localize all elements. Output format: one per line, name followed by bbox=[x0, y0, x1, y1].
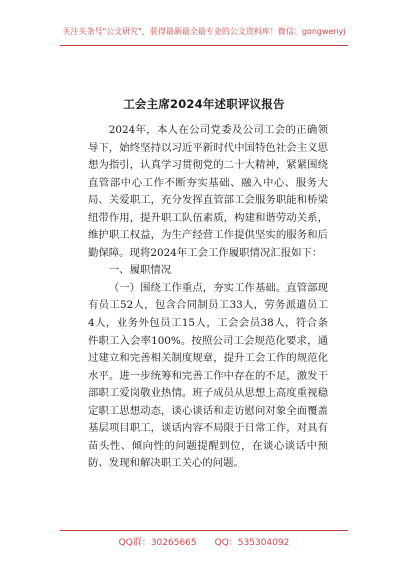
footer-note: QQ群：30265665 QQ：535304092 bbox=[118, 538, 290, 548]
document-body bbox=[88, 122, 328, 473]
body-paragraph: （一）围绕工作重点，夯实工作基础。直管部现有员工52人，包含合同制员工33人，劳务派遣员工4人，业务外包员工15人，工会会员38人，符合条件职工入会率100%。按照公司工会规范化要求，通过建立和完善相关制度规章，提升工会工作的规范化水平。进一步统筹和完善工作中存在的不足，激发干部职工爱岗敬业热情。班子成员从思想上高度重视稳定职工思想动态，谈心谈话和走访慰问对象全面覆盖基层项目职工，谈话内容不局限于日常工作，对具有苗头性、倾向性的问题提醒到位，在谈心谈话中预防、发现和解决职工关心的问题。 bbox=[88, 281, 328, 470]
footer-divider bbox=[60, 530, 348, 531]
document-title: 工会主席2024年述职评议报告 bbox=[123, 97, 285, 111]
section-heading: 一、履职情况 bbox=[108, 264, 172, 277]
header-note: 关注头条号"公文研究"，获得最新最全最专业的公文资料库！微信：gongwenyj bbox=[62, 27, 346, 36]
intro-paragraph: 2024年，本人在公司党委及公司工会的正确领导下，始终坚持以习近平新时代中国特色社会主义思想为指引，认真学习贯彻党的二十大精神，紧紧围绕直管部中心工作不断夯实基础、融入中心、服务大局、关爱职工，充分发挥直管部工会服务职能和桥梁纽带作用，提升职工队伍素质，构建和谐劳动关系，维护职工权益，为生产经营工作提供坚实的服务和后勤保障。现将2024年工会工作履职情况汇报如下： bbox=[88, 124, 328, 259]
header-divider bbox=[60, 45, 348, 46]
